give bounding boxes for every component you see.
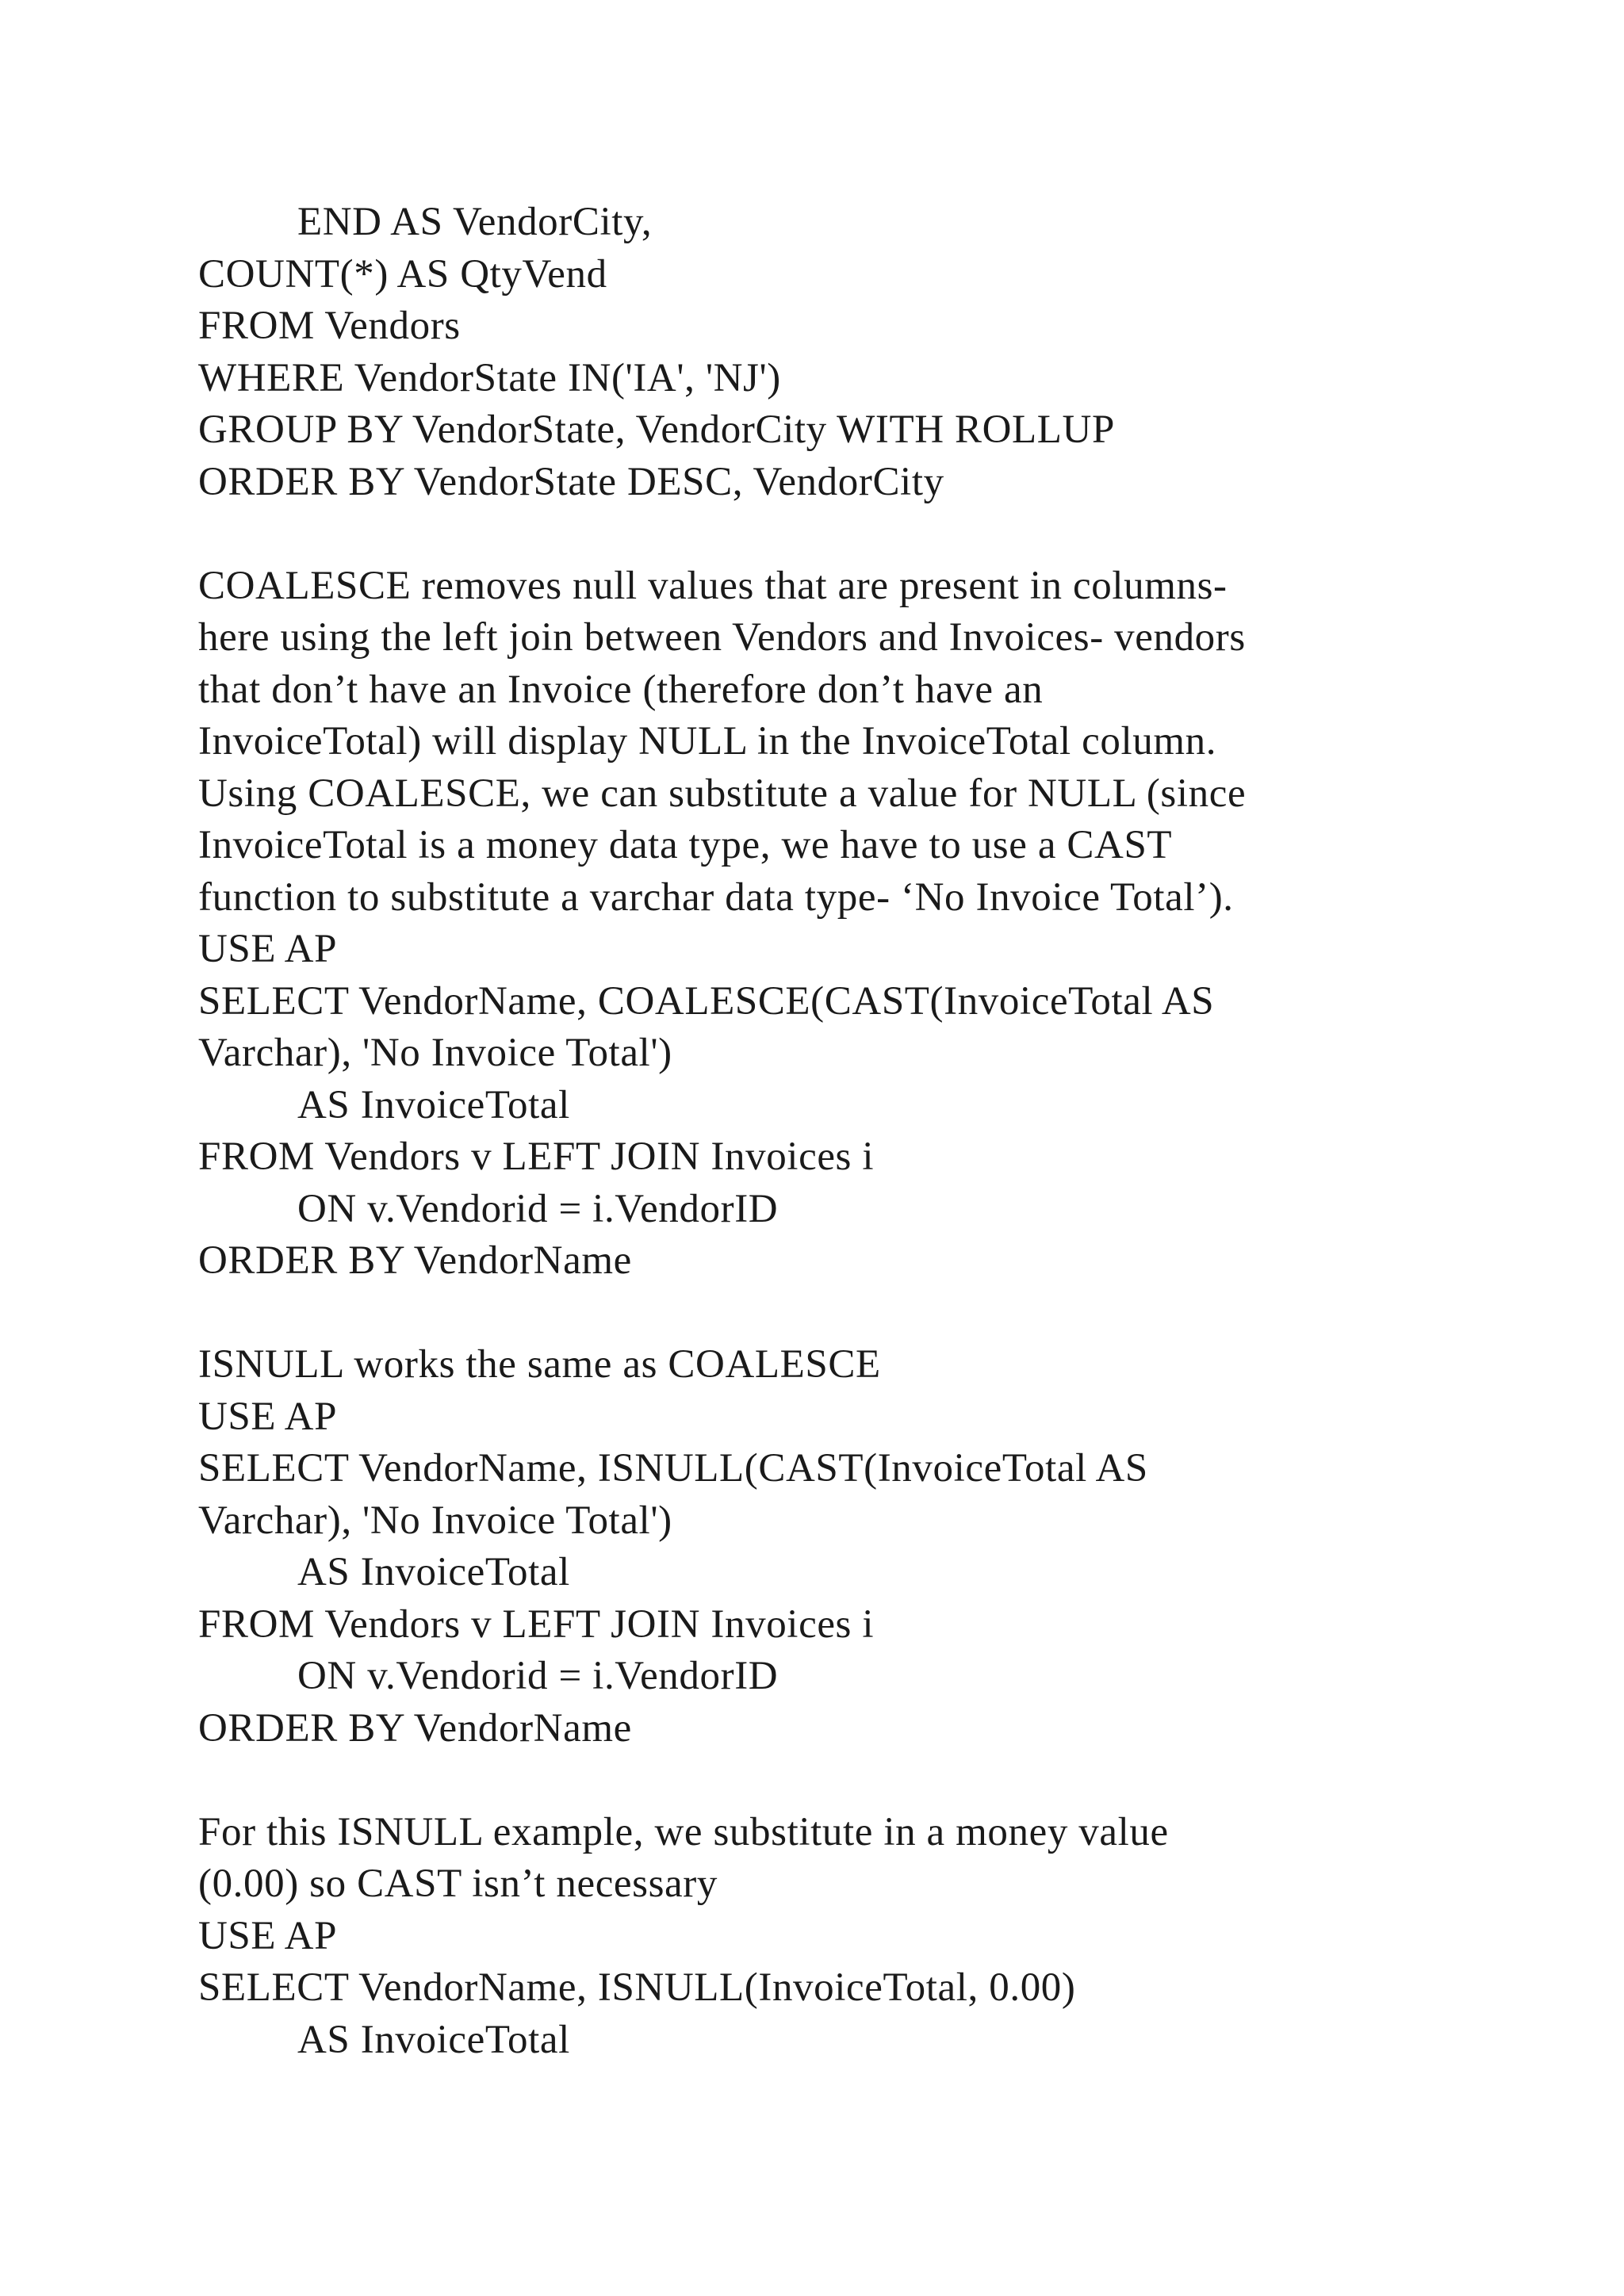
text-line: function to substitute a varchar data type- ‘No Invoice Total’). bbox=[198, 874, 1234, 920]
text-line: AS InvoiceTotal bbox=[297, 2017, 570, 2062]
text-line: For this ISNULL example, we substitute in a money value bbox=[198, 1809, 1169, 1854]
text-line: SELECT VendorName, COALESCE(CAST(InvoiceTotal AS bbox=[198, 978, 1215, 1024]
text-line: FROM Vendors bbox=[198, 304, 461, 348]
text-line: END AS VendorCity, bbox=[297, 200, 653, 244]
text-line: AS InvoiceTotal bbox=[297, 1082, 570, 1127]
text-line: SELECT VendorName, ISNULL(InvoiceTotal, 0.00) bbox=[198, 1965, 1076, 2010]
text-line: USE AP bbox=[198, 1913, 338, 1958]
text-line: USE AP bbox=[198, 1394, 338, 1439]
text-line: ORDER BY VendorName bbox=[198, 1705, 632, 1751]
text-line: ON v.Vendorid = i.VendorID bbox=[297, 1654, 779, 1698]
text-line: FROM Vendors v LEFT JOIN Invoices i bbox=[198, 1601, 875, 1647]
text-line: WHERE VendorState IN('IA', 'NJ') bbox=[198, 355, 781, 400]
blank-line bbox=[198, 1755, 1467, 1807]
blank-line bbox=[198, 508, 1467, 561]
text-line: InvoiceTotal is a money data type, we have to use a CAST bbox=[198, 823, 1173, 867]
text-line: Using COALESCE, we can substitute a value for NULL (since bbox=[198, 771, 1247, 816]
text-line: COALESCE removes null values that are present in columns- bbox=[198, 563, 1228, 608]
text-line: FROM Vendors v LEFT JOIN Invoices i bbox=[198, 1135, 875, 1179]
text-line: ON v.Vendorid = i.VendorID bbox=[297, 1186, 779, 1231]
text-line: Varchar), 'No Invoice Total') bbox=[198, 1031, 672, 1075]
text-line: SELECT VendorName, ISNULL(CAST(InvoiceTotal AS bbox=[198, 1446, 1148, 1490]
text-line: USE AP bbox=[198, 927, 338, 971]
text-line: COUNT(*) AS QtyVend bbox=[198, 251, 607, 297]
text-line: ORDER BY VendorState DESC, VendorCity bbox=[198, 459, 944, 504]
text-line: ISNULL works the same as COALESCE bbox=[198, 1342, 881, 1387]
text-line: Varchar), 'No Invoice Total') bbox=[198, 1498, 672, 1543]
text-line: (0.00) so CAST isn’t necessary bbox=[198, 1862, 718, 1906]
document-body bbox=[198, 197, 1467, 2066]
blank-line bbox=[198, 1288, 1467, 1340]
text-line: InvoiceTotal) will display NULL in the InvoiceTotal column. bbox=[198, 719, 1217, 763]
text-line: ORDER BY VendorName bbox=[198, 1238, 632, 1283]
text-line: here using the left join between Vendors and Invoices- vendors bbox=[198, 615, 1246, 660]
text-line: GROUP BY VendorState, VendorCity WITH ROLLUP bbox=[198, 408, 1115, 452]
text-line: that don’t have an Invoice (therefore don’t have an bbox=[198, 667, 1044, 712]
text-line: AS InvoiceTotal bbox=[297, 1550, 570, 1594]
